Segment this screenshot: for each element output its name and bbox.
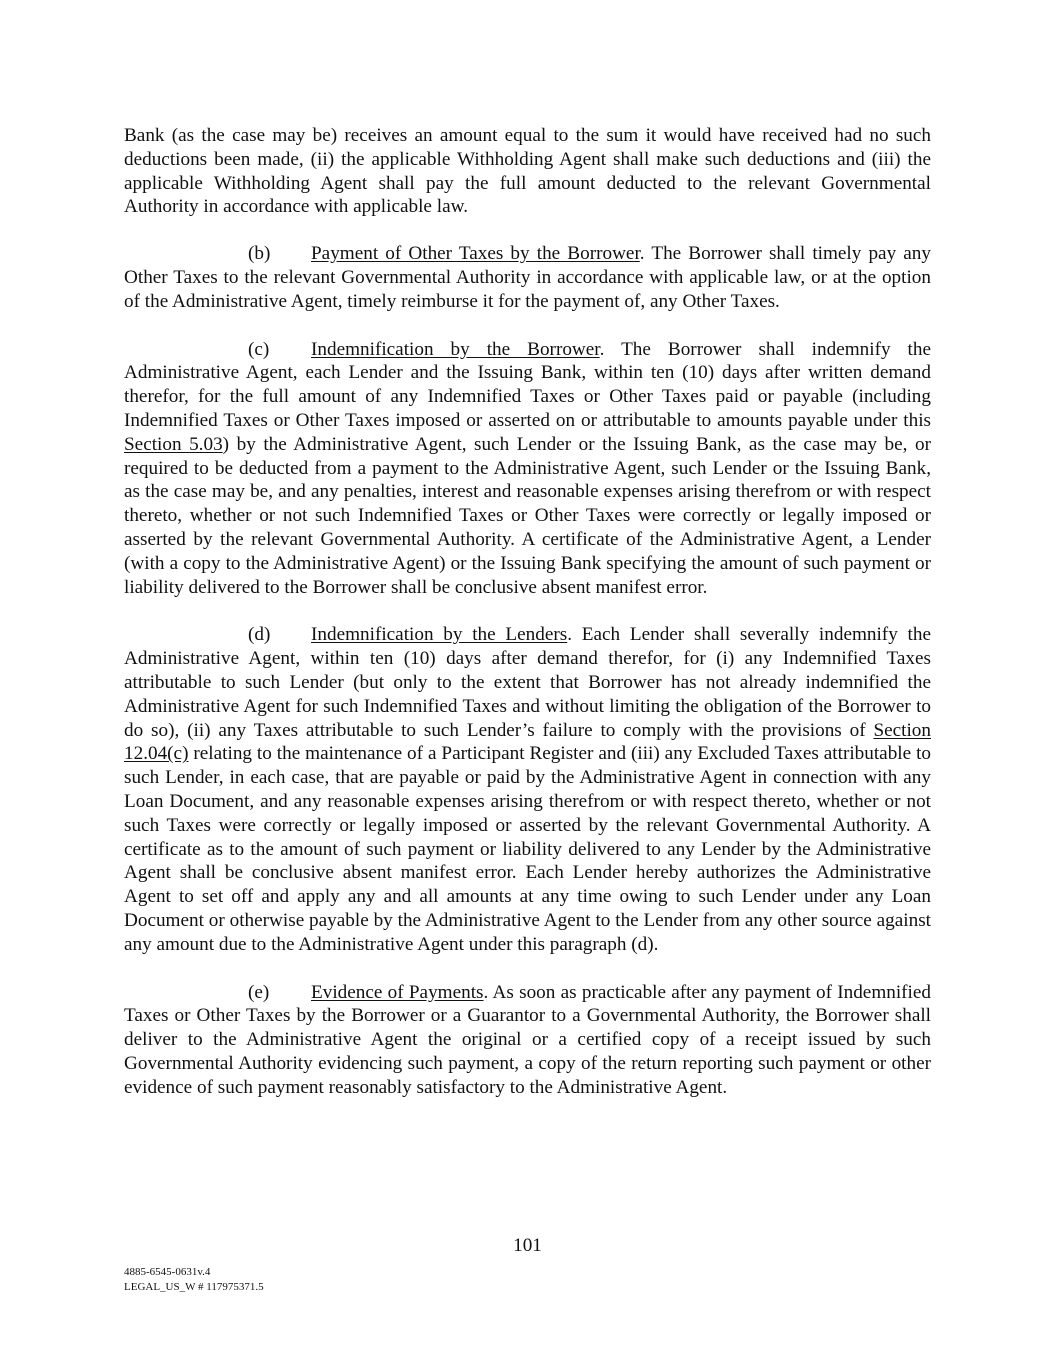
paragraph-c-label: (c) xyxy=(248,338,270,360)
paragraph-d xyxy=(124,623,931,956)
paragraph-intro-text: Bank (as the case may be) receives an amount equal to the sum it would have received had no such deductions been made, (ii) the applicable Withholding Agent shall make such deductions and (iii) the applicable Withholding Agent shall pay the full amount deducted to the relevant Governmental Authority in accordance with applicable law. xyxy=(124,125,931,218)
paragraph-b-heading: Payment of Other Taxes by the Borrower xyxy=(311,243,640,265)
paragraph-e xyxy=(124,981,931,1100)
paragraph-c-heading: Indemnification by the Borrower xyxy=(311,338,600,360)
paragraph-b-label: (b) xyxy=(248,243,271,265)
paragraph-d-body-part1: . Each Lender shall severally indemnify the Administrative Agent, within ten (10) days after demand therefor, for (i) any Indemnified Taxes attributable to such Lender (but only to the extent that Borrower has not already indemnified the Administrative Agent for such Indemnified Taxes and without limiting the obligation of the Borrower to do so), (ii) any Taxes attributable to such Lender’s failure to comply with the provisions of xyxy=(124,624,931,741)
paragraph-c-body-part1: . The Borrower shall indemnify the Administrative Agent, each Lender and the Issuing Bank, within ten (10) days after written demand therefor, for the full amount of any Indemnified Taxes or Other Taxes paid or payable (including Indemnified Taxes or Other Taxes imposed or asserted on or attributable to amounts payable under this xyxy=(124,338,931,431)
footer-legal-id: LEGAL_US_W # 117975371.5 xyxy=(124,1281,264,1293)
paragraph-b-body: . The Borrower shall timely pay any Other Taxes to the relevant Governmental Authority in accordance with applicable law, or at the option of the Administrative Agent, timely reimburse it for the payment of, any Other Taxes. xyxy=(124,243,931,312)
footer xyxy=(124,1265,264,1295)
section-5-03-reference: Section 5.03 xyxy=(124,433,223,455)
footer-doc-id: 4885-6545-0631v.4 xyxy=(124,1266,211,1278)
paragraph-intro xyxy=(124,124,931,219)
paragraph-d-label: (d) xyxy=(248,624,271,646)
page-number: 101 xyxy=(513,1235,542,1256)
paragraph-b xyxy=(124,242,931,313)
section-12-04c-reference: Section 12.04(c) xyxy=(124,719,931,765)
paragraph-e-body: . As soon as practicable after any payment of Indemnified Taxes or Other Taxes by the Borrower or a Guarantor to a Governmental Authority, the Borrower shall deliver to the Administrative Agent the original or a certified copy of a receipt issued by such Governmental Authority evidencing such payment, a copy of the return reporting such payment or other evidence of such payment reasonably satisfactory to the Administrative Agent. xyxy=(124,981,931,1098)
document-body xyxy=(124,124,931,1123)
paragraph-e-heading: Evidence of Payments xyxy=(311,981,484,1003)
paragraph-e-label: (e) xyxy=(248,981,270,1003)
paragraph-d-body-part2: relating to the maintenance of a Participant Register and (iii) any Excluded Taxes attributable to such Lender, in each case, that are payable or paid by the Administrative Agent in connection with any Loan Document, and any reasonable expenses arising therefrom or with respect thereto, whether or not such Taxes were correctly or legally imposed or asserted by the relevant Governmental Authority. A certificate as to the amount of such payment or liability delivered to any Lender by the Administrative Agent shall be conclusive absent manifest error. Each Lender hereby authorizes the Administrative Agent to set off and apply any and all amounts at any time owing to such Lender under any Loan Document or otherwise payable by the Administrative Agent to the Lender from any other source against any amount due to the Administrative Agent under this paragraph (d). xyxy=(124,743,931,955)
paragraph-c-body-part2: ) by the Administrative Agent, such Lender or the Issuing Bank, as the case may be, or required to be deducted from a payment to the Administrative Agent, such Lender or the Issuing Bank, as the case may be, and any penalties, interest and reasonable expenses arising therefrom or with respect thereto, whether or not such Indemnified Taxes or Other Taxes were correctly or legally imposed or asserted by the relevant Governmental Authority. A certificate of the Administrative Agent, a Lender (with a copy to the Administrative Agent) or the Issuing Bank specifying the amount of such payment or liability delivered to the Borrower shall be conclusive absent manifest error. xyxy=(124,433,931,598)
paragraph-d-heading: Indemnification by the Lenders xyxy=(311,624,568,646)
paragraph-c xyxy=(124,338,931,600)
